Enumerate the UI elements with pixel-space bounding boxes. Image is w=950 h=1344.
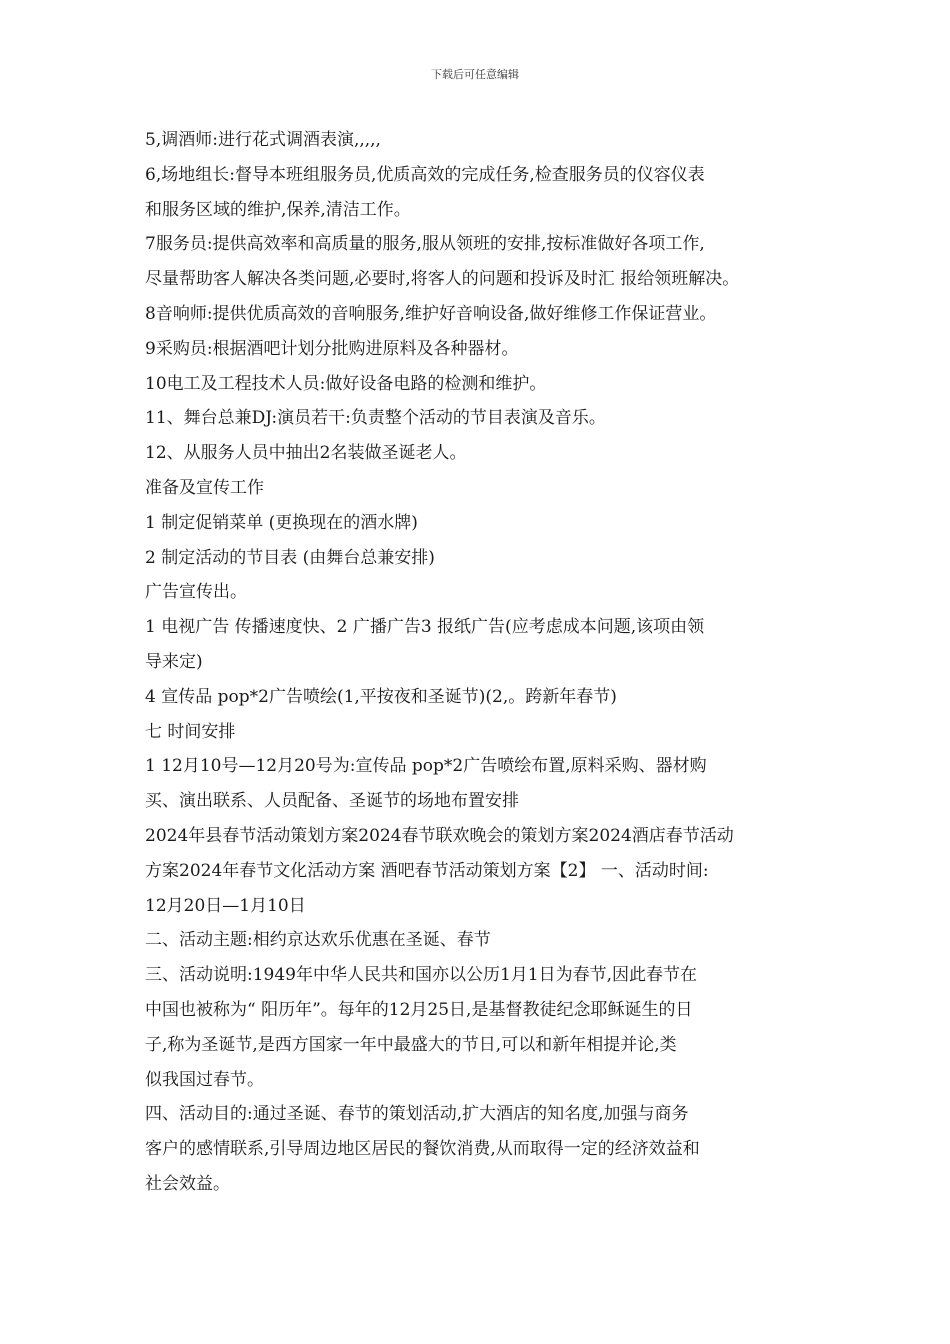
section-heading: 七 时间安排 [145, 721, 236, 742]
text-line: 广告宣传出。 [145, 582, 247, 603]
text-line: 2024年县春节活动策划方案2024春节联欢晚会的策划方案2024酒店春节活动 [145, 825, 734, 846]
text-line: 三、活动说明:1949年中华人民共和国亦以公历1月1日为春节,因此春节在 [145, 965, 698, 986]
text-line: 导来定) [145, 651, 203, 672]
text-line: 10电工及工程技术人员:做好设备电路的检测和维护。 [145, 373, 547, 394]
text-line: 1 制定促销菜单 (更换现在的酒水牌) [145, 512, 418, 533]
text-line: 1 12月10号—12月20号为:宣传品 pop*2广告喷绘布置,原料采购、器材购 [145, 756, 707, 777]
text-line: 二、活动主题:相约京达欢乐优惠在圣诞、春节 [145, 930, 491, 951]
text-line: 1 电视广告 传播速度快、2 广播广告3 报纸广告(应考虑成本问题,该项由领 [145, 617, 705, 638]
text-line: 和服务区域的维护,保养,清洁工作。 [145, 199, 411, 220]
text-line: 12月20日—1月10日 [145, 895, 306, 916]
text-line: 社会效益。 [145, 1173, 230, 1194]
text-line: 8音响师:提供优质高效的音响服务,维护好音响设备,做好维修工作保证营业。 [145, 303, 717, 324]
text-line: 12、从服务人员中抽出2名装做圣诞老人。 [145, 443, 467, 464]
document-body [145, 123, 815, 1202]
text-line: 2 制定活动的节目表 (由舞台总兼安排) [145, 547, 435, 568]
page-header: 下载后可任意编辑 [431, 68, 519, 81]
text-line: 买、演出联系、人员配备、圣诞节的场地布置安排 [145, 791, 519, 812]
section-heading: 准备及宣传工作 [145, 477, 264, 498]
text-line: 4 宣传品 pop*2广告喷绘(1,平按夜和圣诞节)(2,。跨新年春节) [145, 686, 617, 707]
text-line: 9采购员:根据酒吧计划分批购进原料及各种器材。 [145, 338, 519, 359]
text-line: 5,调酒师:进行花式调酒表演,,,,, [145, 130, 381, 150]
text-line: 四、活动目的:通过圣诞、春节的策划活动,扩大酒店的知名度,加强与商务 [145, 1104, 689, 1125]
text-line: 6,场地组长:督导本班组服务员,优质高效的完成任务,检查服务员的仪容仪表 [145, 164, 705, 185]
text-line: 中国也被称为“ 阳历年”。每年的12月25日,是基督教徒纪念耶稣诞生的日 [145, 999, 693, 1020]
text-line: 方案2024年春节文化活动方案 酒吧春节活动策划方案【2】 一、活动时间: [145, 860, 709, 881]
text-line: 似我国过春节。 [145, 1069, 264, 1090]
text-line: 客户的感情联系,引导周边地区居民的餐饮消费,从而取得一定的经济效益和 [145, 1139, 700, 1160]
text-line: 子,称为圣诞节,是西方国家一年中最盛大的节日,可以和新年相提并论,类 [145, 1034, 677, 1055]
text-line: 11、舞台总兼DJ:演员若干:负责整个活动的节目表演及音乐。 [145, 408, 606, 429]
text-line: 尽量帮助客人解决各类问题,必要时,将客人的问题和投诉及时汇 报给领班解决。 [145, 269, 740, 290]
text-line: 7服务员:提供高效率和高质量的服务,服从领班的安排,按标准做好各项工作, [145, 234, 705, 255]
